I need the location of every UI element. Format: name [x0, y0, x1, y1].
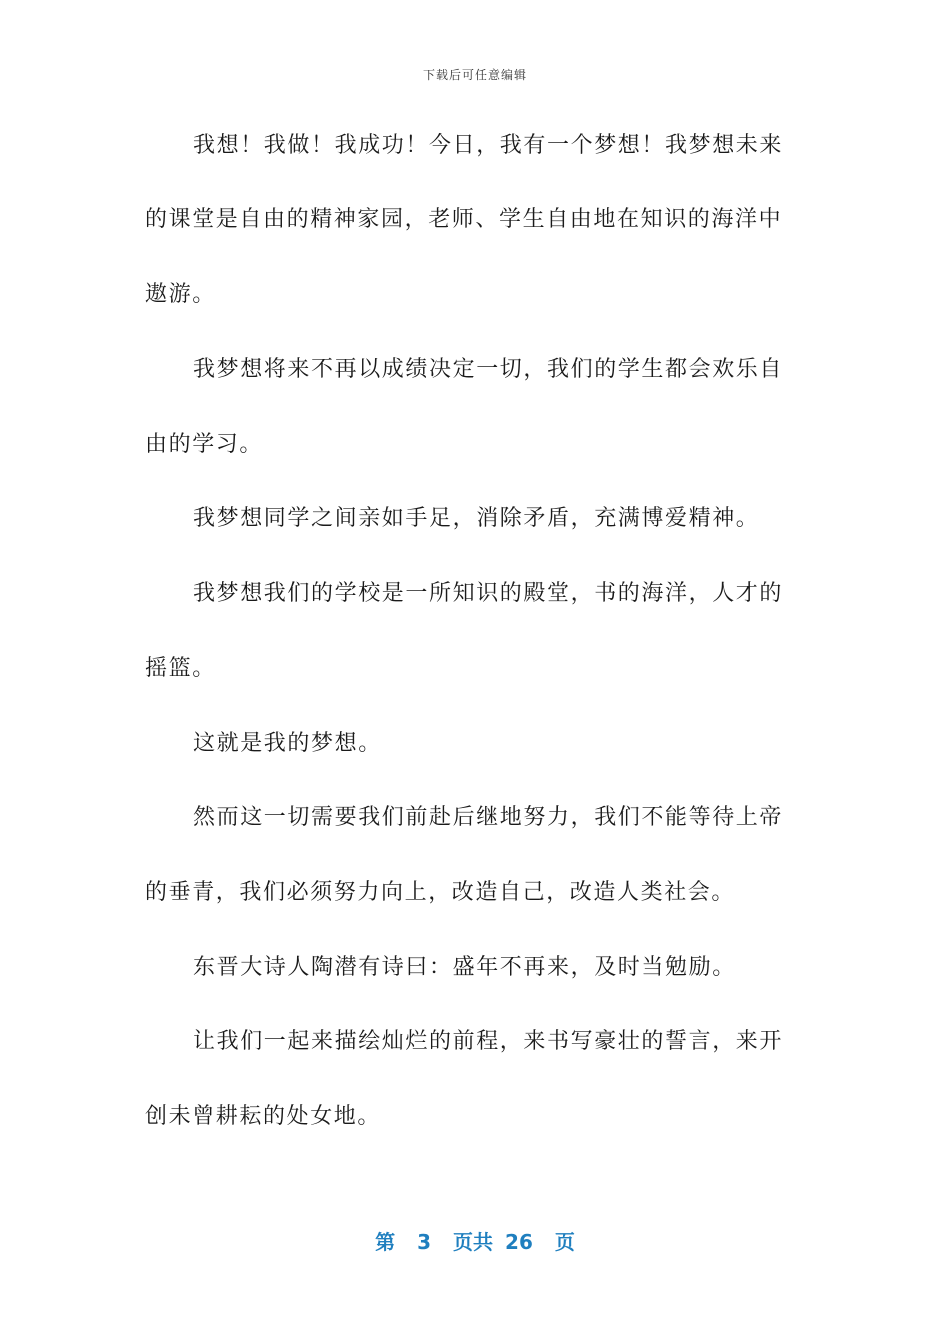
paragraph-2-line-2: 由的学习。: [145, 432, 264, 457]
paragraph-5-line-1: 这就是我的梦想。: [193, 731, 382, 756]
paragraph-8-line-1: 让我们一起来描绘灿烂的前程，来书写豪壮的誓言，来开: [193, 1029, 784, 1054]
paragraph-4-line-2: 摇篮。: [145, 656, 216, 681]
footer-middle: 页共: [453, 1230, 494, 1254]
paragraph-6-line-2: 的垂青，我们必须努力向上，改造自己，改造人类社会。: [145, 880, 736, 905]
page-footer: [0, 1226, 950, 1255]
page-header: 下载后可任意编辑: [422, 68, 527, 82]
paragraph-8-line-2: 创未曾耕耘的处女地。: [145, 1104, 382, 1129]
paragraph-1-line-3: 遨游。: [145, 282, 216, 307]
paragraph-1-line-2: 的课堂是自由的精神家园，老师、学生自由地在知识的海洋中: [145, 207, 783, 232]
paragraph-2-line-1: 我梦想将来不再以成绩决定一切，我们的学生都会欢乐自: [193, 357, 784, 382]
footer-current-page: 3: [417, 1230, 432, 1254]
footer-total-pages: 26: [505, 1230, 533, 1254]
paragraph-4-line-1: 我梦想我们的学校是一所知识的殿堂，书的海洋，人才的: [193, 581, 784, 606]
paragraph-7-line-1: 东晋大诗人陶潜有诗曰：盛年不再来，及时当勉励。: [193, 955, 736, 980]
footer-suffix: 页: [554, 1230, 575, 1254]
paragraph-6-line-1: 然而这一切需要我们前赴后继地努力，我们不能等待上帝: [193, 805, 784, 830]
footer-prefix: 第: [375, 1230, 396, 1254]
paragraph-1-line-1: 我想！我做！我成功！今日，我有一个梦想！我梦想未来: [193, 133, 784, 158]
paragraph-3-line-1: 我梦想同学之间亲如手足，消除矛盾，充满博爱精神。: [193, 506, 760, 531]
